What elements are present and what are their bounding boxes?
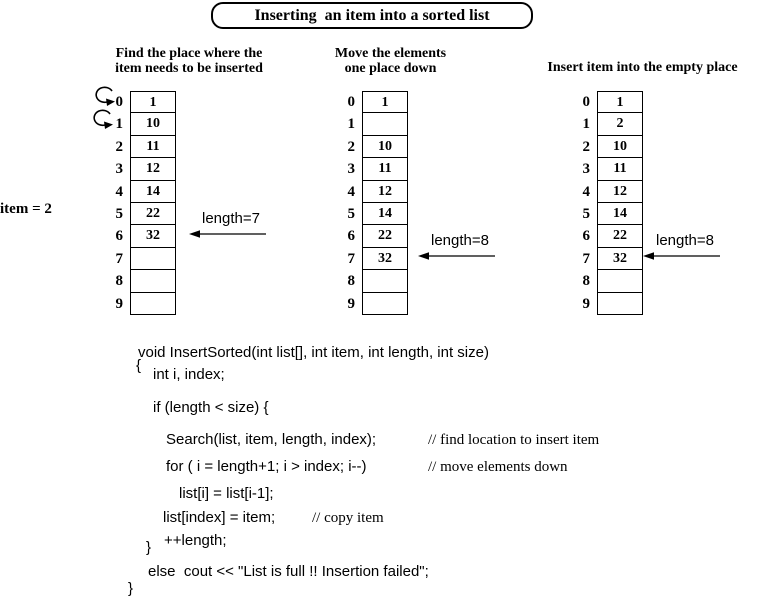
code-line — [153, 366, 225, 383]
code-text: for ( i = length+1; i > index; i--) — [166, 458, 367, 475]
code-line — [148, 563, 429, 580]
array-cell: 2 — [597, 113, 643, 135]
array-cell: 10 — [362, 136, 408, 158]
heading-line: Find the place where the — [115, 46, 263, 61]
code-line — [128, 580, 133, 597]
array-index: 2 — [347, 138, 355, 155]
array-index: 3 — [115, 161, 123, 178]
array-index: 9 — [347, 295, 355, 312]
array-index: 7 — [582, 250, 590, 267]
array-index: 2 — [115, 138, 123, 155]
item-value-label: item = 2 — [0, 201, 52, 217]
code-line — [138, 344, 489, 361]
array-index: 7 — [347, 250, 355, 267]
code-text: else cout << "List is full !! Insertion failed"; — [148, 563, 429, 580]
array-cell: 1 — [362, 91, 408, 113]
array-cell: 11 — [597, 158, 643, 180]
array-index: 6 — [115, 228, 123, 245]
array-index: 3 — [347, 161, 355, 178]
array-index: 8 — [115, 273, 123, 290]
array-cell: 10 — [130, 113, 176, 135]
array-index: 1 — [347, 116, 355, 133]
code-text: { — [136, 357, 142, 374]
array-cell: 1 — [597, 91, 643, 113]
code-comment: // move elements down — [428, 459, 568, 475]
array-index: 9 — [582, 295, 590, 312]
array-cell: 32 — [362, 248, 408, 270]
array-index: 8 — [347, 273, 355, 290]
code-text: } — [146, 539, 152, 556]
array-index: 9 — [115, 295, 123, 312]
array-index: 1 — [582, 116, 590, 133]
array-index: 2 — [582, 138, 590, 155]
array-cell: 12 — [597, 181, 643, 203]
array-cell: 32 — [597, 248, 643, 270]
array-index: 7 — [115, 250, 123, 267]
array-index: 4 — [115, 183, 123, 200]
heading-line: Insert item into the empty place — [547, 60, 738, 75]
page-title: Inserting an item into a sorted list — [254, 6, 490, 24]
array-cell: 14 — [362, 203, 408, 225]
array-index: 4 — [582, 183, 590, 200]
code-line — [166, 431, 600, 448]
array-cell: 32 — [130, 225, 176, 247]
length-label-1: length=7 — [202, 210, 260, 227]
array-index: 0 — [347, 94, 355, 110]
heading-line: item needs to be inserted — [115, 61, 263, 76]
array-index: 8 — [582, 273, 590, 290]
array-index: 5 — [347, 205, 355, 222]
array-index: 6 — [582, 228, 590, 245]
heading-line: Move the elements — [334, 46, 447, 61]
code-line — [179, 485, 274, 502]
array-index: 3 — [582, 161, 590, 178]
array-index: 4 — [347, 183, 355, 200]
length-label-3: length=8 — [656, 232, 714, 249]
code-line — [136, 357, 141, 374]
code-text: if (length < size) { — [153, 399, 269, 416]
array-cell: 10 — [597, 136, 643, 158]
array-cell: 22 — [597, 225, 643, 247]
array-index: 6 — [347, 228, 355, 245]
code-text: ++length; — [164, 532, 227, 549]
code-line — [163, 509, 384, 526]
array-cell: 12 — [362, 181, 408, 203]
code-comment: // copy item — [312, 510, 384, 526]
code-comment: // find location to insert item — [428, 432, 600, 448]
length-label-2: length=8 — [431, 232, 489, 249]
array-cell: 1 — [130, 91, 176, 113]
code-text: list[index] = item; — [163, 509, 276, 526]
array-index: 5 — [115, 205, 123, 222]
code-text: void InsertSorted(int list[], int item, int length, int size) — [138, 344, 489, 361]
code-text: Search(list, item, length, index); — [166, 431, 377, 448]
array-cell: 22 — [362, 225, 408, 247]
array-cell: 12 — [130, 158, 176, 180]
code-line — [146, 539, 151, 556]
code-line — [166, 458, 568, 475]
array-index: 1 — [115, 116, 123, 133]
array-index: 0 — [582, 94, 590, 110]
array-cell: 14 — [597, 203, 643, 225]
code-text: int i, index; — [153, 366, 225, 383]
array-index: 5 — [582, 205, 590, 222]
array-cell: 14 — [130, 181, 176, 203]
code-text: list[i] = list[i-1]; — [179, 485, 274, 502]
code-line — [153, 399, 268, 416]
array-cell: 11 — [362, 158, 408, 180]
array-cell: 22 — [130, 203, 176, 225]
heading-line: one place down — [344, 61, 437, 76]
code-line — [164, 532, 227, 549]
array-index: 0 — [115, 94, 123, 110]
array-cell: 11 — [130, 136, 176, 158]
code-text: } — [128, 580, 134, 597]
